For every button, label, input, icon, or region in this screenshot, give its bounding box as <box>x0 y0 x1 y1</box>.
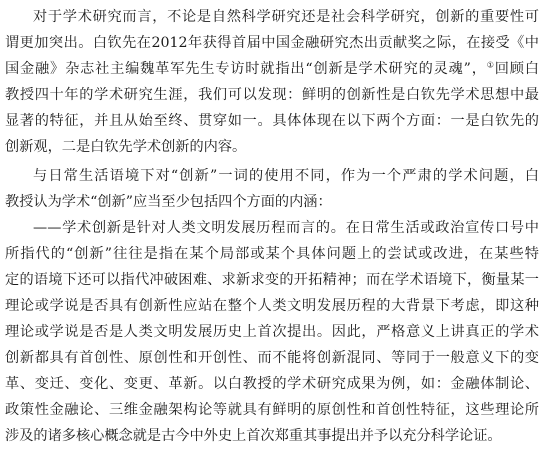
text-line: 政策性金融论、三维金融架构论等就具有鲜明的原创性和首创性特征，这些理论所 <box>5 402 539 418</box>
text-line-with-footnote <box>5 56 539 82</box>
footnote-marker: ① <box>486 60 495 70</box>
paragraph-2 <box>5 163 539 215</box>
text-line: 教授四十年的学术研究生涯，我们可以发现：鲜明的创新性是白钦先学术思想中最 <box>5 87 539 103</box>
text-line: 定的语境下还可以指代冲破困难、求新求变的开拓精神；而在学术语境下，衡量某一 <box>5 272 539 288</box>
text-line-tail: 回顾白 <box>494 61 539 77</box>
paragraph-1 <box>5 4 539 160</box>
text-line: 与日常生活语境下对“创新”一词的使用不同，作为一个严肃的学术问题，白 <box>33 168 539 184</box>
text-line: 谓更加突出。白钦先在2012年获得首届中国金融研究杰出贡献奖之际，在接受《中 <box>5 35 539 51</box>
text-line: 对于学术研究而言，不论是自然科学研究还是社会科学研究，创新的重要性可 <box>33 9 539 25</box>
text-line: 涉及的诸多核心概念就是古今中外史上首次郑重其事提出并予以充分科学论证。 <box>5 428 502 444</box>
text-line: ——学术创新是针对人类文明发展历程而言的。在日常生活或政治宣传口号中 <box>33 220 539 236</box>
text-line-main: 国金融》杂志社主编魏革军先生专访时就指出“创新是学术研究的灵魂”， <box>5 61 487 77</box>
text-line: 理论或学说是否具有创新性应站在整个人类文明发展历程的大背景下考虑，即这种 <box>5 298 539 314</box>
text-line: 创新都具有首创性、原创性和开创性、而不能将创新混同、等同于一般意义下的变 <box>5 350 539 366</box>
text-line: 教授认为学术“创新”应当至少包括四个方面的内涵： <box>5 194 332 210</box>
text-line: 显著的特征，并且从始至终、贯穿如一。具体体现在以下两个方面：一是白钦先的 <box>5 113 539 129</box>
text-line: 创新观，二是白钦先学术创新的内容。 <box>5 139 247 155</box>
text-line: 所指代的“创新”往往是指在某个局部或某个具体问题上的尝试或改进，在某些特 <box>5 246 539 262</box>
text-line: 革、变迁、变化、变更、革新。以白教授的学术研究成果为例，如：金融体制论、 <box>5 376 539 392</box>
paragraph-3 <box>5 215 539 449</box>
text-line: 理论或学说是否是人类文明发展历史上首次提出。因此，严格意义上讲真正的学术 <box>5 324 539 340</box>
